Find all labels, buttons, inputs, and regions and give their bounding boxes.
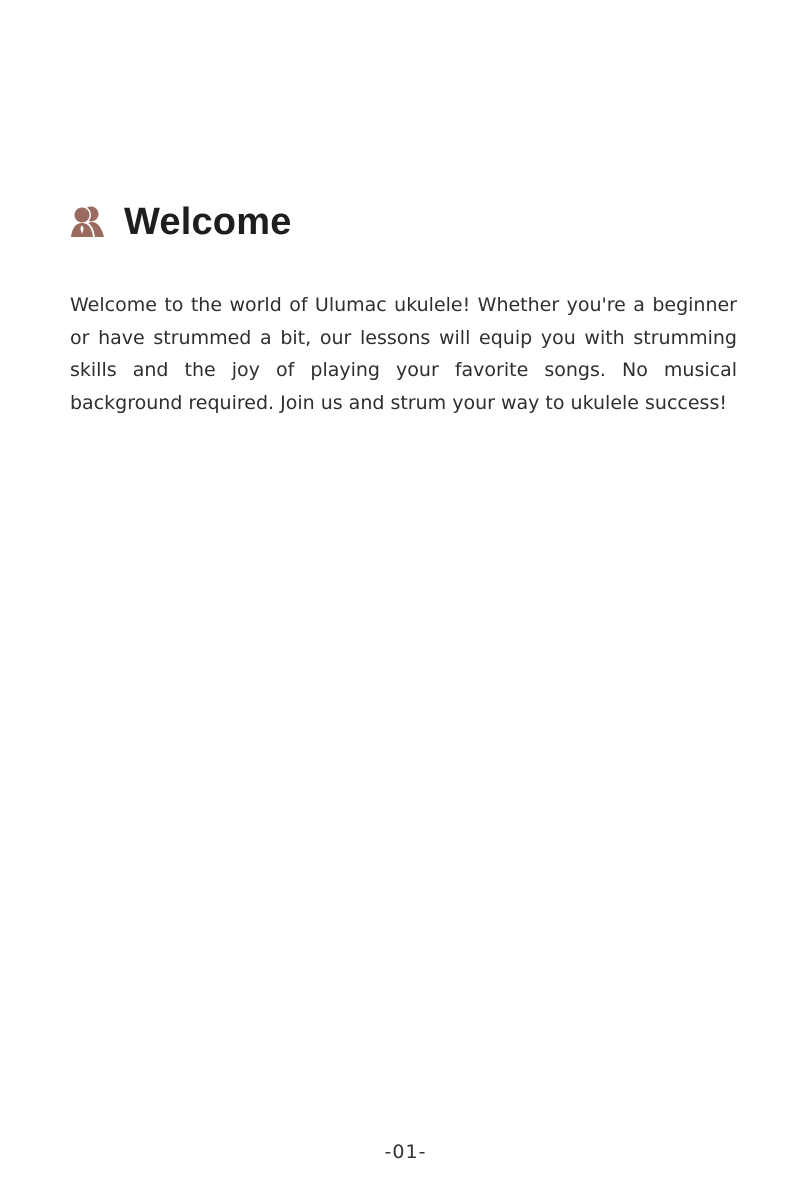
people-icon (70, 205, 104, 239)
page-title: Welcome (124, 201, 292, 243)
page-number: -01- (384, 1141, 427, 1163)
section-heading (70, 196, 292, 248)
intro-paragraph: Welcome to the world of Ulumac ukulele! Whether you're a beginner or have strummed a bit, our lessons will equip you with strumming skills and the joy of playing your favorite songs. No musical background required. Join us and strum your way to ukulele success! (70, 294, 737, 414)
